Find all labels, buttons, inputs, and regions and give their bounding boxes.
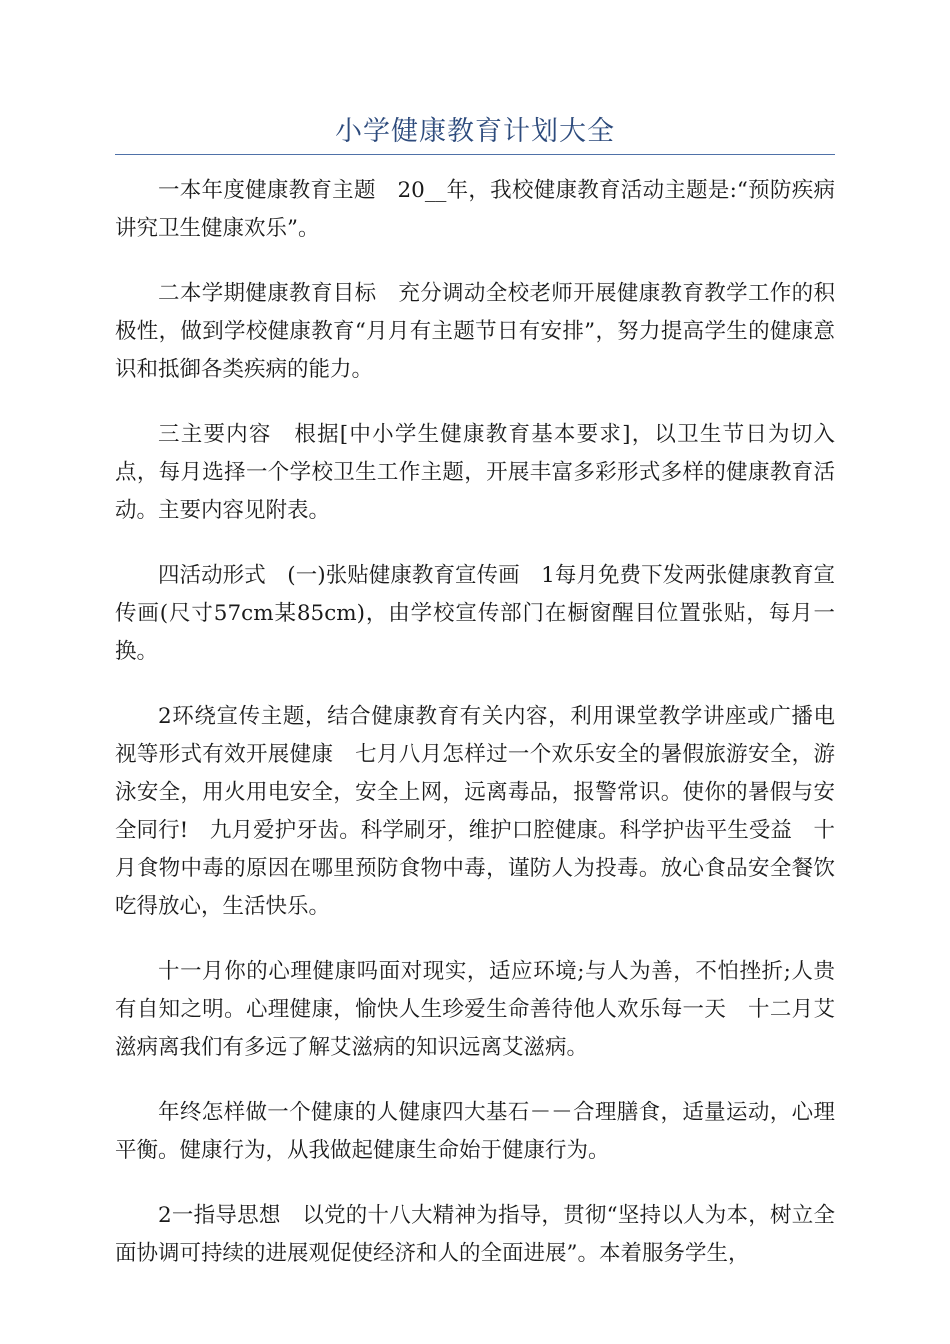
paragraph-monthly-themes: 2环绕宣传主题，结合健康教育有关内容，利用课堂教学讲座或广播电视等形式有效开展健康 七月八月怎样过一个欢乐安全的暑假旅游安全，游泳安全，用火用电安全，安全上网，远离毒品，报警常识。使你的暑假与安全同行! 九月爱护牙齿。科学刷牙，维护口腔健康。科学护齿平生受益 十月食物中毒的原因在哪里预防食物中毒，谨防人为投毒。放心食品安全餐饮吃得放心，生活快乐。	[115, 704, 835, 919]
paragraph-semester-goals: 二本学期健康教育目标 充分调动全校老师开展健康教育教学工作的积极性，做到学校健康教育“月月有主题节日有安排”，努力提高学生的健康意识和抵御各类疾病的能力。	[115, 281, 835, 382]
paragraph-guiding-ideology: 2一指导思想 以党的十八大精神为指导，贯彻“坚持以人为本，树立全面协调可持续的进展观促使经济和人的全面进展”。本着服务学生，	[115, 1203, 835, 1266]
paragraph-activity-forms: 四活动形式 (一)张贴健康教育宣传画 1每月免费下发两张健康教育宣传画(尺寸57cm某85cm)，由学校宣传部门在橱窗醒目位置张贴，每月一换。	[115, 563, 835, 664]
paragraph-mental-health: 十一月你的心理健康吗面对现实，适应环境;与人为善，不怕挫折;人贵有自知之明。心理健康，愉快人生珍爱生命善待他人欢乐每一天 十二月艾滋病离我们有多远了解艾滋病的知识远离艾滋病。	[115, 959, 835, 1060]
document-body	[115, 172, 835, 1300]
paragraph-year-end: 年终怎样做一个健康的人健康四大基石－－合理膳食，适量运动，心理平衡。健康行为，从我做起健康生命始于健康行为。	[115, 1100, 835, 1163]
paragraph-health-theme: 一本年度健康教育主题 20__年，我校健康教育活动主题是:“预防疾病讲究卫生健康欢乐”。	[115, 178, 835, 241]
paragraph-main-content: 三主要内容 根据[中小学生健康教育基本要求]，以卫生节日为切入点，每月选择一个学校卫生工作主题，开展丰富多彩形式多样的健康教育活动。主要内容见附表。	[115, 422, 835, 523]
title-underline	[115, 154, 835, 155]
document-title: 小学健康教育计划大全	[335, 116, 615, 147]
